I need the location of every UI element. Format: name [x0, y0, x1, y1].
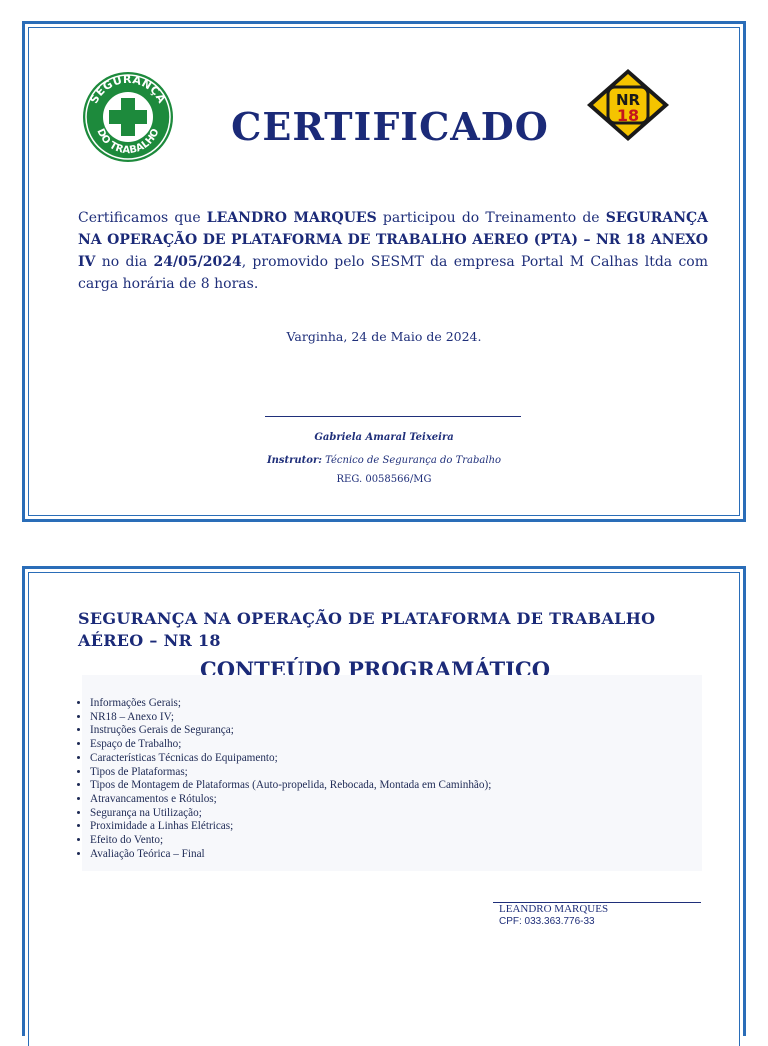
certificate-title: CERTIFICADO: [231, 104, 549, 149]
topic-item: • Segurança na Utilização;: [90, 807, 491, 821]
svg-text:SEGURANÇA: [87, 73, 168, 106]
topics-list: [72, 697, 491, 861]
logo-left-top-text: SEGURANÇA: [87, 72, 169, 106]
topic-item: • NR18 – Anexo IV;: [90, 711, 491, 725]
program-title: SEGURANÇA NA OPERAÇÃO DE PLATAFORMA DE TRABALHO AÉREO – NR 18: [78, 609, 656, 650]
safety-cross-logo-icon: [82, 71, 174, 163]
program-subtitle: CONTEÚDO PROGRAMÁTICO: [199, 657, 551, 682]
topics-background: [82, 675, 702, 871]
body-text-1: Certificamos que: [78, 210, 207, 226]
program-page: [22, 566, 746, 1036]
participant-signature-name: LEANDRO MARQUES: [499, 903, 609, 915]
topic-item: • Avaliação Teórica – Final: [90, 848, 491, 862]
topic-item: • Características Técnicas do Equipamento;: [90, 752, 491, 766]
logo-left-bottom-text: DO TRABALHO: [94, 127, 162, 157]
participant-name: LEANDRO MARQUES: [206, 210, 377, 226]
certificate-body: [78, 207, 708, 295]
body-text-2: participou do Treinamento de: [376, 210, 606, 226]
topic-item: • Espaço de Trabalho;: [90, 738, 491, 752]
topic-item: • Informações Gerais;: [90, 697, 491, 711]
topic-item: • Tipos de Montagem de Plataformas (Auto-propelida, Rebocada, Montada em Caminhão);: [90, 779, 491, 793]
instructor-role-value: Técnico de Segurança do Trabalho: [321, 455, 502, 466]
participant-cpf: CPF: 033.363.776-33: [499, 916, 595, 927]
topic-item: • Instruções Gerais de Segurança;: [90, 724, 491, 738]
course-name: SEGURANÇA NA OPERAÇÃO DE PLATAFORMA DE TRABALHO AEREO (PTA) – NR 18 ANEXO IV: [78, 210, 708, 270]
instructor-role-label: Instrutor:: [266, 455, 322, 466]
logo-right-18-text: 18: [616, 106, 640, 125]
topic-item: • Atravancamentos e Rótulos;: [90, 793, 491, 807]
body-text-3: no dia: [95, 254, 154, 270]
training-date: 24/05/2024: [153, 254, 242, 270]
signature-line: [265, 416, 521, 417]
topic-item: • Efeito do Vento;: [90, 834, 491, 848]
body-text-4: , promovido pelo SESMT da empresa Portal M Calhas ltda com carga horária de 8 horas.: [78, 254, 708, 292]
logo-right-nr-text: NR: [615, 91, 641, 109]
place-date: Varginha, 24 de Maio de 2024.: [286, 329, 482, 344]
instructor-role: [25, 455, 743, 466]
svg-text:DO TRABALHO: [94, 127, 161, 156]
topic-item: • Proximidade a Linhas Elétricas;: [90, 820, 491, 834]
instructor-name: Gabriela Amaral Teixeira: [314, 432, 454, 443]
instructor-registration: REG. 0058566/MG: [336, 474, 432, 485]
participant-signature-line: [493, 902, 701, 903]
nr18-sign-icon: [585, 67, 671, 143]
certificate-page: [22, 21, 746, 522]
topic-item: • Tipos de Plataformas;: [90, 766, 491, 780]
